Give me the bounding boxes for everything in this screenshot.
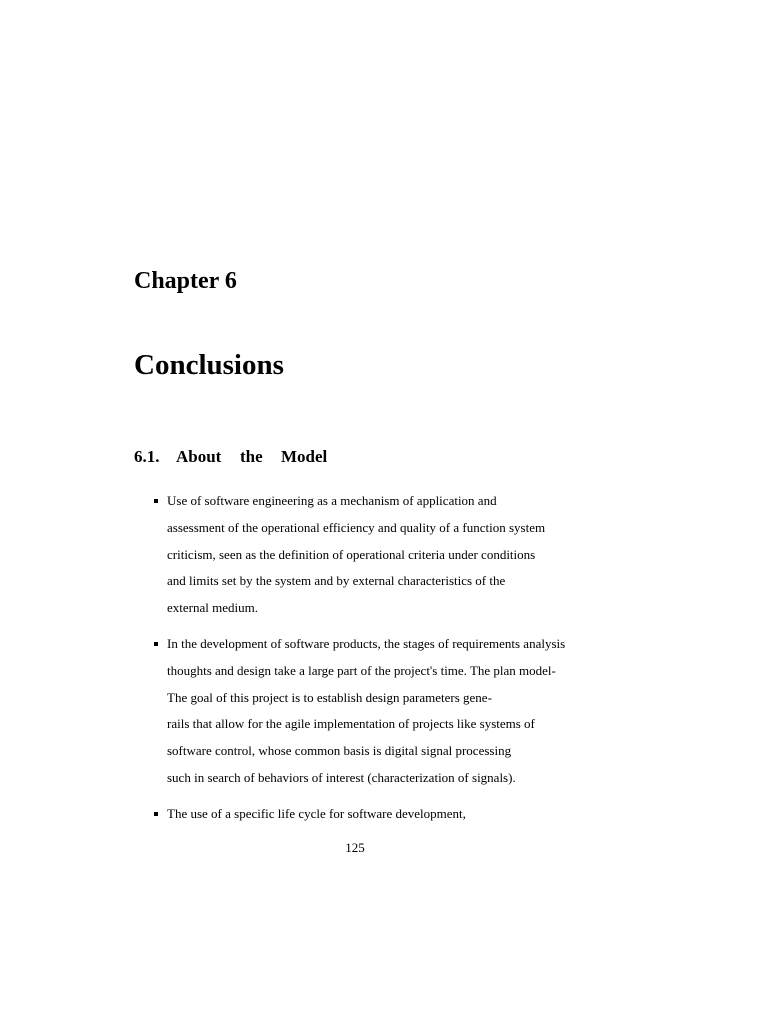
- text-line: Use of software engineering as a mechanism of application and: [167, 493, 497, 508]
- section-title-word: About: [176, 447, 222, 466]
- square-bullet-icon: [154, 812, 158, 816]
- section-title-word: the: [240, 447, 263, 466]
- text-line: The use of a specific life cycle for software development,: [167, 805, 466, 821]
- text-line: such in search of behaviors of interest (characterization of signals).: [167, 769, 516, 785]
- text-line: The goal of this project is to establish design parameters gene-: [167, 689, 492, 705]
- bullet-item: [154, 488, 614, 622]
- text-line: software control, whose common basis is digital signal processing: [167, 743, 512, 759]
- bullet-item: [154, 801, 614, 828]
- square-bullet-icon: [154, 499, 158, 503]
- text-line: thoughts and design take a large part of the project's time. The plan model-: [167, 662, 556, 678]
- bullet-list: [154, 488, 614, 837]
- text-line: assessment of the operational efficiency and quality of a function system: [167, 519, 546, 535]
- section-title-word: Model: [281, 447, 328, 466]
- text-line: external medium.: [167, 600, 258, 616]
- section-number: 6.1.: [134, 447, 160, 466]
- chapter-label: Chapter 6: [134, 268, 237, 294]
- page-number: 125: [345, 840, 365, 855]
- section-heading: [134, 444, 327, 470]
- text-line: criticism, seen as the definition of operational criteria under conditions: [167, 546, 536, 562]
- text-line: In the development of software products, the stages of requirements analysis: [167, 635, 566, 651]
- chapter-title: Conclusions: [134, 349, 284, 381]
- bullet-item: [154, 631, 614, 792]
- square-bullet-icon: [154, 642, 158, 646]
- text-line: and limits set by the system and by external characteristics of the: [167, 573, 506, 589]
- text-line: rails that allow for the agile implementation of projects like systems of: [167, 716, 535, 732]
